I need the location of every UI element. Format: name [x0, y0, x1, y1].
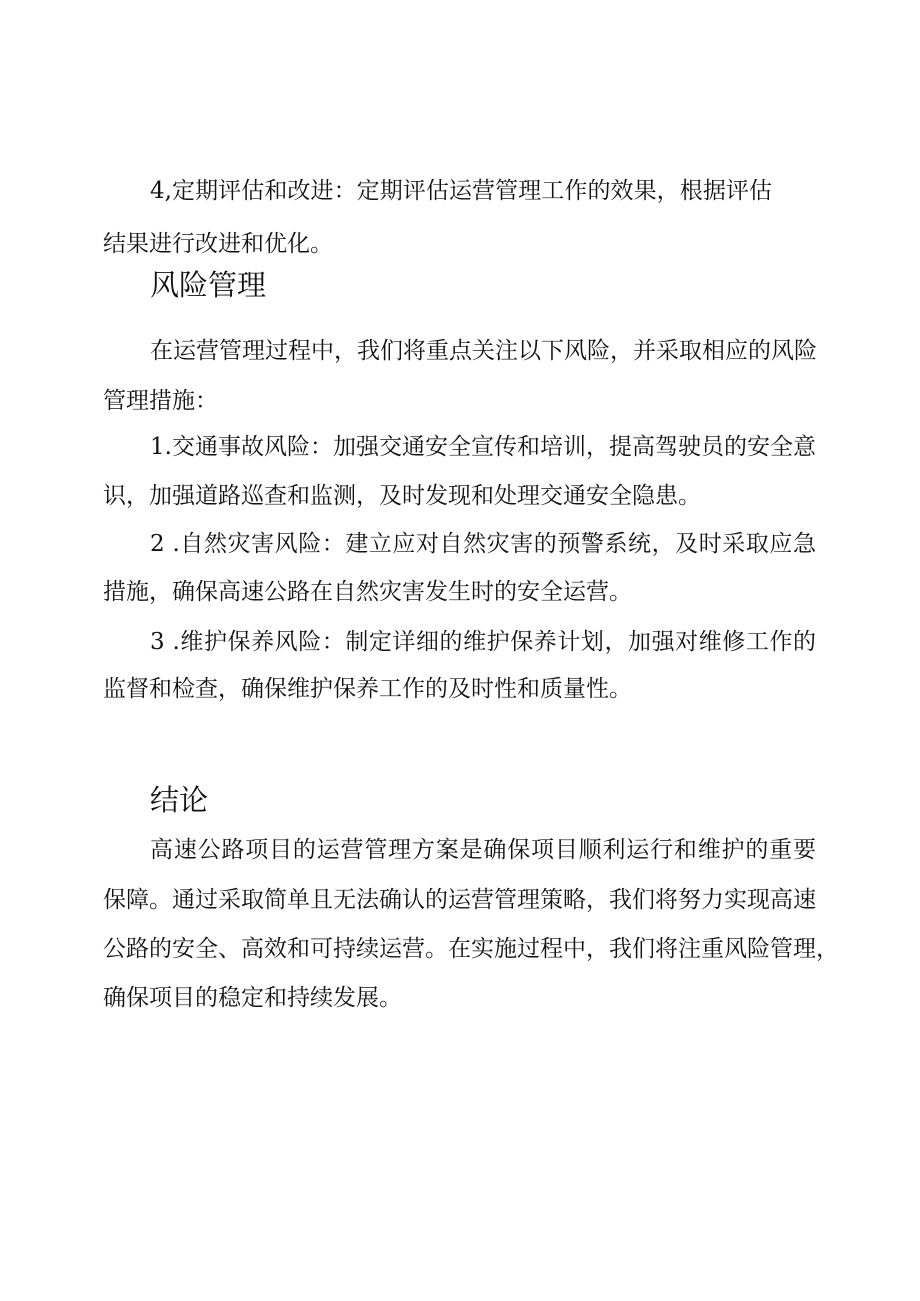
risk-item-maintenance-line-1: 3 .维护保养风险：制定详细的维护保养计划，加强对维修工作的 [150, 629, 816, 655]
risk-item-disaster-line-2: 措施，确保高速公路在自然灾害发生时的安全运营。 [103, 579, 632, 605]
risk-intro-line-1: 在运营管理过程中，我们将重点关注以下风险，并采取相应的风险 [150, 338, 817, 364]
improvement-paragraph-line-2: 结果进行改进和优化。 [103, 231, 333, 257]
risk-intro-line-2: 管理措施： [103, 388, 218, 414]
conclusion-line-1: 高速公路项目的运营管理方案是确保项目顺利运行和维护的重要 [150, 837, 816, 863]
conclusion-line-4: 确保项目的稳定和持续发展。 [103, 985, 402, 1011]
conclusion-line-2: 保障。通过采取简单且无法确认的运营管理策略，我们将努力实现高速 [103, 887, 816, 913]
conclusion-line-3: 公路的安全、高效和可持续运营。在实施过程中，我们将注重风险管理， [103, 936, 839, 962]
risk-item-traffic-line-1: 1.交通事故风险：加强交通安全宣传和培训，提高驾驶员的安全意 [150, 434, 816, 460]
conclusion-heading: 结论 [150, 783, 209, 817]
improvement-paragraph-line-1: 4,定期评估和改进：定期评估运营管理工作的效果，根据评估 [150, 178, 772, 204]
risk-item-disaster-line-1: 2 .自然灾害风险：建立应对自然灾害的预警系统，及时采取应急 [150, 531, 816, 557]
risk-management-heading: 风险管理 [150, 268, 267, 302]
risk-item-maintenance-line-2: 监督和检查，确保维护保养工作的及时性和质量性。 [103, 676, 632, 702]
risk-item-traffic-line-2: 识，加强道路巡查和监测，及时发现和处理交通安全隐患。 [103, 483, 701, 509]
